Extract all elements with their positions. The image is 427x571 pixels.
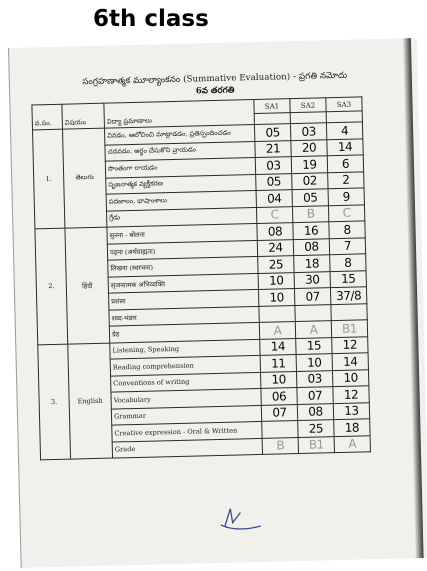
header-skill: విద్యా ప్రమాణాలు	[104, 100, 255, 129]
mark-sa3: C	[328, 204, 364, 221]
mark-sa1: 08	[257, 223, 293, 240]
mark-sa2: 25	[298, 420, 334, 437]
mark-sa3: 15	[330, 270, 366, 287]
mark-sa3: 6	[327, 155, 363, 172]
mark-sa2	[295, 304, 331, 321]
mark-sa2: B1	[298, 436, 334, 453]
skill-label: लिखना (स्वरचना)	[108, 256, 258, 276]
mark-sa1: 05	[256, 173, 292, 190]
mark-sa3: 37/8	[330, 287, 366, 304]
mark-sa1: A	[259, 322, 295, 339]
mark-sa1: 07	[261, 404, 297, 421]
mark-sa1: 03	[255, 157, 291, 174]
mark-sa2: A	[295, 321, 331, 338]
mark-sa2: 03	[290, 123, 326, 140]
mark-sa3: 14	[327, 138, 363, 155]
document-subtitle: 6వ తరగతి	[195, 85, 235, 97]
mark-sa2: 18	[294, 255, 330, 272]
mark-sa2: 10	[296, 354, 332, 371]
header-sa2-blank	[290, 112, 326, 124]
mark-sa3: 8	[330, 254, 366, 271]
mark-sa3: 14	[332, 353, 368, 370]
evaluation-sheet	[8, 38, 427, 568]
header-subject: విషయం	[62, 103, 105, 129]
mark-sa3: 12	[333, 386, 369, 403]
mark-sa1: 06	[261, 388, 297, 405]
skill-label: Conventions of writing	[111, 372, 261, 392]
skill-label: గ్రేడు	[107, 207, 257, 227]
mark-sa1: 24	[257, 239, 293, 256]
header-sa1-blank	[254, 113, 290, 125]
skill-label: Creative expression - Oral & Written	[112, 421, 262, 441]
skill-label: पढ़ना (अर्थग्राह्यता)	[107, 240, 257, 260]
header-sa1: SA1	[254, 99, 290, 114]
mark-sa1	[259, 305, 295, 322]
mark-sa3: 2	[328, 171, 364, 188]
mark-sa2: 07	[297, 387, 333, 404]
mark-sa1	[262, 421, 298, 438]
mark-sa2: 02	[292, 172, 328, 189]
mark-sa2: 16	[293, 222, 329, 239]
marks-table-body	[33, 122, 371, 460]
mark-sa2: 03	[296, 370, 332, 387]
mark-sa2: 08	[297, 403, 333, 420]
mark-sa1: 14	[260, 338, 296, 355]
mark-sa1: 11	[260, 355, 296, 372]
skill-label: Vocabulary	[111, 388, 261, 408]
section-subject: తెలుగు	[62, 128, 106, 228]
mark-sa1: 25	[258, 256, 294, 273]
mark-sa2: 07	[294, 288, 330, 305]
signature-mark	[216, 504, 265, 531]
skill-label: సృజనాత్మక వ్యక్తీకరణ	[106, 174, 256, 194]
header-serial: వ.సం.	[32, 104, 63, 130]
section-subject: English	[68, 343, 113, 459]
mark-sa1: 05	[254, 124, 290, 141]
skill-label: Reading comprehension	[110, 355, 260, 375]
document-title: సంగ్రహణాత్మక మూల్యాంకనం (Summative Evaluation) - ప్రగతి నమోదు	[82, 70, 348, 88]
skill-label: వినడం, ఆలోచించి మాట్లాడడం, ప్రతిస్పందించడం	[104, 125, 254, 145]
mark-sa3: 18	[334, 419, 370, 436]
skill-label: Grade	[112, 438, 262, 458]
marks-table	[31, 96, 371, 460]
header-sa3-blank	[326, 111, 362, 123]
section-serial: 3.	[38, 344, 71, 460]
mark-sa3: 13	[333, 402, 369, 419]
mark-sa3: A	[334, 435, 370, 452]
mark-sa1: 21	[255, 140, 291, 157]
section-serial: 1.	[33, 129, 65, 229]
skill-label: Listening, Speaking	[110, 339, 260, 359]
skill-label: सृजनात्मक अभिव्यक्ति	[108, 273, 258, 293]
mark-sa3: 10	[332, 369, 368, 386]
mark-sa3: 12	[332, 336, 368, 353]
skill-label: సొంతంగా రాయడం	[105, 157, 255, 177]
section-serial: 2.	[35, 228, 68, 344]
mark-sa3	[331, 303, 367, 320]
mark-sa3: 8	[329, 221, 365, 238]
mark-sa1: 10	[258, 289, 294, 306]
mark-sa2: B	[292, 205, 328, 222]
header-sa3: SA3	[326, 97, 362, 112]
mark-sa1: 10	[260, 371, 296, 388]
mark-sa3: B1	[331, 320, 367, 337]
skill-label: Grammar	[111, 405, 261, 425]
section-subject: हिंदी	[65, 227, 110, 343]
mark-sa2: 20	[291, 139, 327, 156]
mark-sa3: 7	[329, 237, 365, 254]
skill-label: పదజాలం, భాషాంశాలు	[106, 190, 256, 210]
mark-sa1: C	[256, 206, 292, 223]
mark-sa2: 08	[293, 238, 329, 255]
mark-sa2: 15	[296, 337, 332, 354]
mark-sa2: 30	[294, 271, 330, 288]
skill-label: सुनना - बोलना	[107, 223, 257, 243]
mark-sa1: B	[262, 437, 298, 454]
sheet-edge-shadow	[403, 38, 424, 558]
header-sa2: SA2	[290, 98, 326, 113]
skill-label: प्रशंसा	[109, 289, 259, 309]
mark-sa2: 19	[291, 156, 327, 173]
skill-label: शब्द-भंडार	[109, 306, 259, 326]
skill-label: చదవడం, అర్థం చేసుకొని వ్రాయడం	[105, 141, 255, 161]
mark-sa3: 9	[328, 188, 364, 205]
mark-sa1: 04	[256, 190, 292, 207]
mark-sa1: 10	[258, 272, 294, 289]
mark-sa3: 4	[326, 122, 362, 139]
mark-sa2: 05	[292, 189, 328, 206]
skill-label: ग्रेड	[109, 322, 259, 342]
page-heading: 6th class	[93, 6, 209, 32]
